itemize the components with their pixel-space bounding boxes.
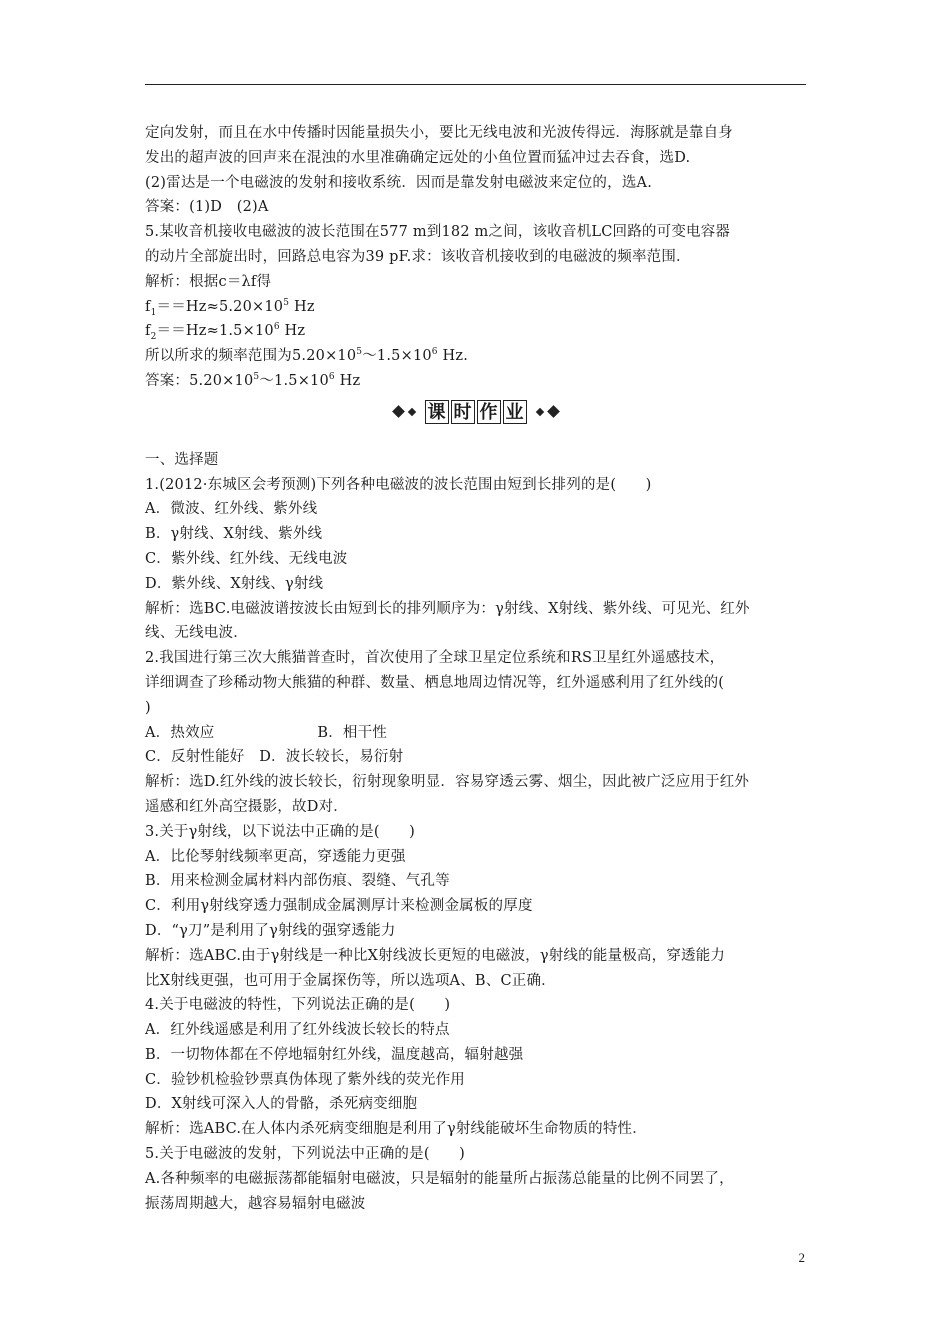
explanation-line: 比X射线更强，也可用于金属探伤等，所以选项A、B、C正确．	[145, 972, 556, 989]
option-line: C．验钞机检验钞票真伪体现了紫外线的荧光作用	[145, 1071, 465, 1088]
question-line: 详细调查了珍稀动物大熊猫的种群、数量、栖息地周边情况等，红外遥感利用了红外线的(	[145, 674, 725, 691]
spacer	[145, 436, 806, 448]
explanation-line: 遥感和红外高空摄影，故D对．	[145, 798, 348, 815]
option-line: 振荡周期越大，越容易辐射电磁波	[145, 1195, 366, 1212]
option-line: C．利用γ射线穿透力强制成金属测厚计来检测金属板的厚度	[145, 898, 533, 915]
text-line: 发出的超声波的回声来在混浊的水里准确确定远处的小鱼位置而猛冲过去吞食，选D.	[145, 149, 691, 166]
banner-char: 时	[451, 400, 475, 424]
text-line: 答案：(1)D (2)A	[145, 199, 269, 216]
question-line: )	[145, 699, 151, 716]
option-line: B．用来检测金属材料内部伤痕、裂缝、气孔等	[145, 873, 450, 890]
option-line: D．紫外线、X射线、γ射线	[145, 575, 324, 592]
frequency-range-line: 所以所求的频率范围为$5.20\times 10^5\sim 1.5\times 10^6$ Hz.	[145, 347, 469, 365]
formula-f2: $f_2==Hz\approx 1.5\times 10^6$ Hz	[145, 322, 306, 343]
section-heading: 一、选择题	[145, 451, 219, 468]
diamond-icon	[547, 405, 560, 418]
option-line: A．热效应 B．相干性	[145, 724, 388, 741]
explanation-line: 线、无线电波．	[145, 625, 248, 642]
banner-char: 业	[503, 400, 527, 424]
option-line: A．比伦琴射线频率更高，穿透能力更强	[145, 848, 406, 865]
document-body	[145, 121, 806, 1216]
question-line: 2.我国进行第三次大熊猫普查时，首次使用了全球卫星定位系统和RS卫星红外遥感技术，	[145, 650, 725, 667]
banner-char: 课	[425, 400, 449, 424]
option-line: B．γ射线、X射线、紫外线	[145, 526, 323, 543]
question-line: 5.关于电磁波的发射，下列说法中正确的是( )	[145, 1146, 465, 1163]
question-line: 4.关于电磁波的特性，下列说法正确的是( )	[145, 997, 451, 1014]
page-number: 2	[798, 1250, 805, 1265]
option-line: C．紫外线、红外线、无线电波	[145, 550, 348, 567]
option-line: D．X射线可深入人的骨骼，杀死病变细胞	[145, 1096, 418, 1113]
question-line: 3.关于γ射线，以下说法中正确的是( )	[145, 823, 416, 840]
banner-char: 作	[477, 400, 501, 424]
header-rule	[145, 84, 806, 85]
answer-line: 答案：$5.20\times 10^5\sim 1.5\times 10^6$ Hz	[145, 372, 361, 389]
text-line: (2)雷达是一个电磁波的发射和接收系统．因而是靠发射电磁波来定位的，选A.	[145, 174, 653, 191]
text-line: 定向发射，而且在水中传播时因能量损失小，要比无线电波和光波传得远．海豚就是靠自身	[145, 125, 733, 141]
explanation-line: 解析：选ABC.由于γ射线是一种比X射线波长更短的电磁波，γ射线的能量极高，穿透能力	[145, 947, 726, 964]
explanation-line: 解析：选ABC.在人体内杀死病变细胞是利用了γ射线能破坏生命物质的特性．	[145, 1121, 647, 1138]
diamond-icon	[535, 408, 543, 416]
text-line: 的动片全部旋出时，回路总电容为39 pF.求：该收音机接收到的电磁波的频率范围．	[145, 248, 691, 265]
option-line: A．红外线遥感是利用了红外线波长较长的特点	[145, 1022, 450, 1039]
option-line: C．反射性能好 D．波长较长，易衍射	[145, 749, 404, 766]
explanation-line: 解析：选BC.电磁波谱按波长由短到长的排列顺序为：γ射线、X射线、紫外线、可见光、红外	[145, 600, 750, 617]
formula-f1: $f_1==Hz\approx 5.20\times 10^5$ Hz	[145, 297, 315, 318]
option-line: A.各种频率的电磁振荡都能辐射电磁波，只是辐射的能量所占振荡总能量的比例不同罢了，	[145, 1170, 734, 1187]
option-line: B．一切物体都在不停地辐射红外线，温度越高，辐射越强	[145, 1046, 524, 1063]
question-line: 1.(2012·东城区会考预测)下列各种电磁波的波长范围由短到长排列的是( )	[145, 476, 652, 493]
section-banner	[145, 398, 806, 426]
explanation-line: 解析：选D.红外线的波长较长，衍射现象明显．容易穿透云雾、烟尘，因此被广泛应用于红外	[145, 774, 750, 791]
banner-title	[425, 400, 527, 424]
option-line: D．“γ刀”是利用了γ射线的强穿透能力	[145, 922, 396, 939]
diamond-icon	[392, 405, 405, 418]
option-line: A．微波、红外线、紫外线	[145, 501, 318, 518]
exercise-section	[145, 448, 806, 1217]
text-line: 解析：根据c＝λf得	[145, 273, 272, 290]
text-line: 5.某收音机接收电磁波的波长范围在577 m到182 m之间，该收音机LC回路的可变电容器	[145, 224, 731, 241]
diamond-icon	[407, 408, 415, 416]
